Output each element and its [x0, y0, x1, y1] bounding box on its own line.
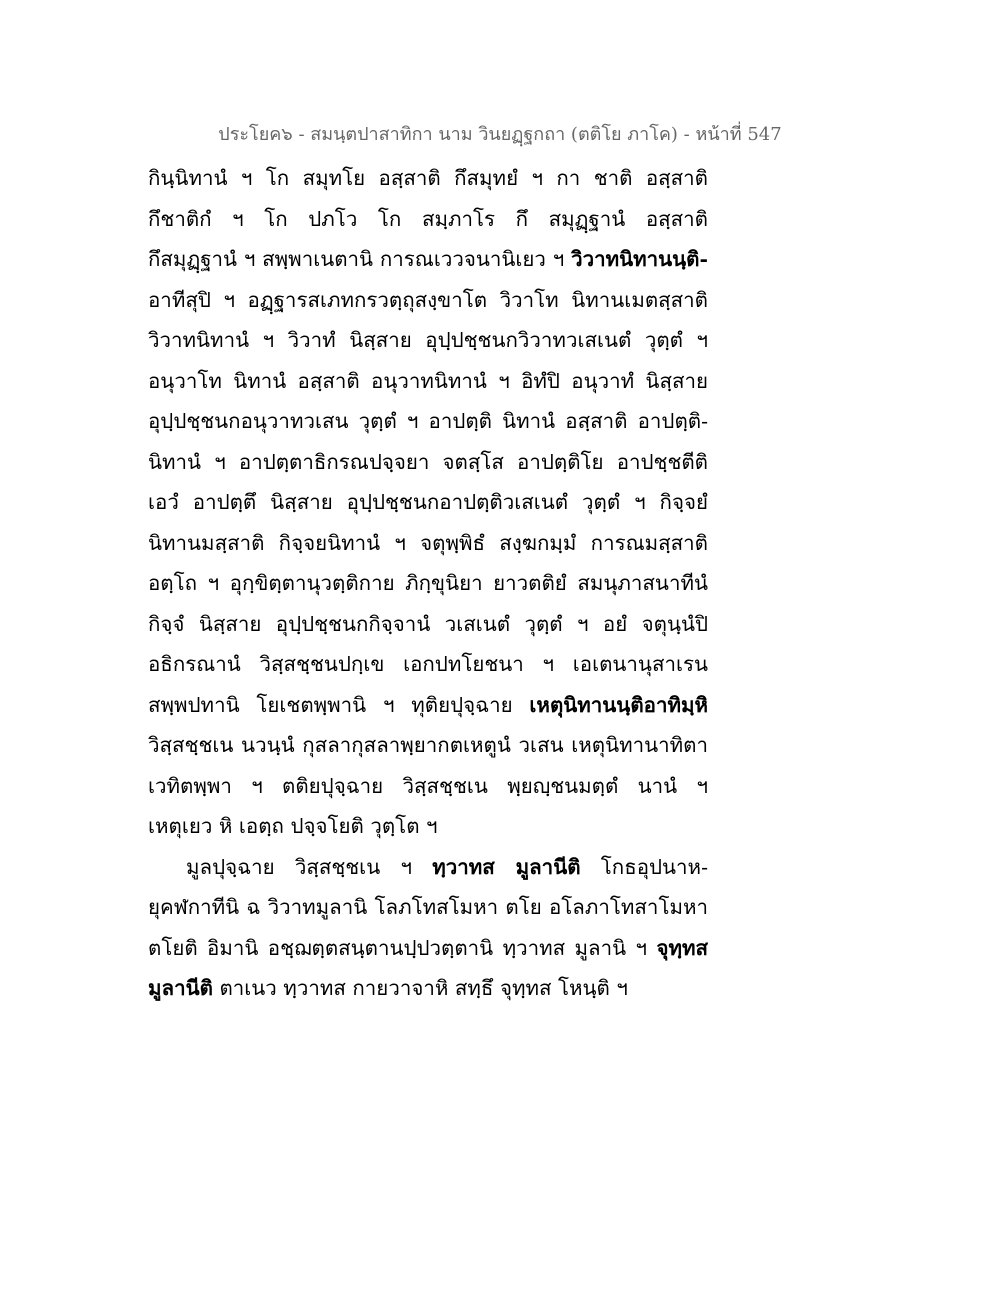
text-line: อธิกรณานํ วิสฺสชฺชนปกฺเข เอกปทโยชนา ฯ เอเตนานุสาเรน	[148, 652, 708, 676]
text-line: เอวํ อาปตฺตึ นิสฺสาย อุปฺปชฺชนกอาปตฺติวเสเนตํ วุตฺตํ ฯ กิจฺจยํ	[148, 490, 708, 514]
bold-term: มูลานีติ	[148, 976, 213, 1000]
text-line: มูลปุจฺฉาย วิสฺสชฺชเน ฯ ทฺวาทส มูลานีติ โกธอุปนาห-	[186, 854, 708, 879]
text-line: ยุคฬกาทีนิ ฉ วิวาทมูลานิ โลภโทสโมหา ตโย อโลภาโทสาโมหา	[148, 895, 708, 919]
text-line: กิจฺจํ นิสฺสาย อุปฺปชฺชนกกิจฺจานํ วเสเนตํ วุตฺตํ ฯ อยํ จตุนฺนํปิ	[148, 611, 708, 636]
bold-term: วิวาทนิทานนฺติ-	[571, 247, 708, 271]
bold-term: เหตุนิทานนฺติอาทิมฺหิ	[529, 692, 708, 717]
text-line: นิทานํ ฯ อาปตฺตาธิกรณปจฺจยา จตสฺโส อาปตฺติโย อาปชฺชตีติ	[148, 449, 708, 474]
text-line: อตฺโถ ฯ อุกฺขิตฺตานุวตฺติกาย ภิกฺขุนิยา ยาวตติยํ สมนุภาสนาทีนํ	[148, 571, 708, 595]
text-line: ตโยติ อิมานิ อชฺฌตฺตสนฺตานปฺปวตฺตานิ ทฺวาทส มูลานิ ฯ จุทฺทส	[148, 935, 708, 960]
text-line: เหตุเยว หิ เอตฺถ ปจฺจโยติ วุตฺโต ฯ	[148, 814, 438, 838]
text-line: นิทานมสฺสาติ กิจฺจยนิทานํ ฯ จตุพฺพิธํ สงฺฆกมฺมํ การณมสฺสาติ	[148, 530, 708, 555]
text-line: กึชาติกํ ฯ โก ปภโว โก สมฺภาโร กึ สมุฏฺฐานํ อสฺสาติ	[148, 206, 708, 231]
text-line: วิวาทนิทานํ ฯ วิวาทํ นิสฺสาย อุปฺปชฺชนกวิวาทวเสเนตํ วุตฺตํ ฯ	[148, 328, 708, 352]
text-line: วิสฺสชฺชเน นวนฺนํ กุสลากุสลาพฺยากตเหตูนํ วเสน เหตุนิทานาทิตา	[148, 733, 708, 757]
text-line: เวทิตพฺพา ฯ ตติยปุจฺฉาย วิสฺสชฺชเน พฺยญฺชนมตฺตํ นานํ ฯ	[148, 773, 708, 798]
text-line: อาทีสุปิ ฯ อฏฺฐารสเภทกรวตฺถุสงฺขาโต วิวาโท นิทานเมตสฺสาติ	[148, 287, 708, 312]
bold-term: จุทฺทส	[656, 935, 708, 960]
text-line: อนุวาโท นิทานํ อสฺสาติ อนุวาทนิทานํ ฯ อิทํปิ อนุวาทํ นิสฺสาย	[148, 368, 708, 393]
running-header: ประโยค๖ - สมนฺตปาสาทิกา นาม วินยฏฺฐกถา (ตติโย ภาโค) - หน้าที่ 547	[218, 124, 782, 145]
text-line: กินฺนิทานํ ฯ โก สมุทโย อสฺสาติ กึสมุทยํ ฯ กา ชาติ อสฺสาติ	[148, 166, 708, 190]
text-line: มูลานีติ ตาเนว ทฺวาทส กายวาจาหิ สทฺธึ จุทฺทส โหนฺติ ฯ	[148, 976, 628, 1000]
bold-term: ทฺวาทส มูลานีติ	[432, 854, 581, 879]
text-line: อุปฺปชฺชนกอนุวาทวเสน วุตฺตํ ฯ อาปตฺติ นิทานํ อสฺสาติ อาปตฺติ-	[148, 409, 708, 433]
text-line: สพฺพปทานิ โยเชตพฺพานิ ฯ ทุติยปุจฺฉาย เหตุนิทานนฺติอาทิมฺหิ	[148, 692, 708, 717]
body-text	[148, 158, 708, 1009]
text-line: กึสมุฏฺฐานํ ฯ สพฺพาเนตานิ การณเววจนานิเยว ฯ วิวาทนิทานนฺติ-	[148, 247, 708, 271]
